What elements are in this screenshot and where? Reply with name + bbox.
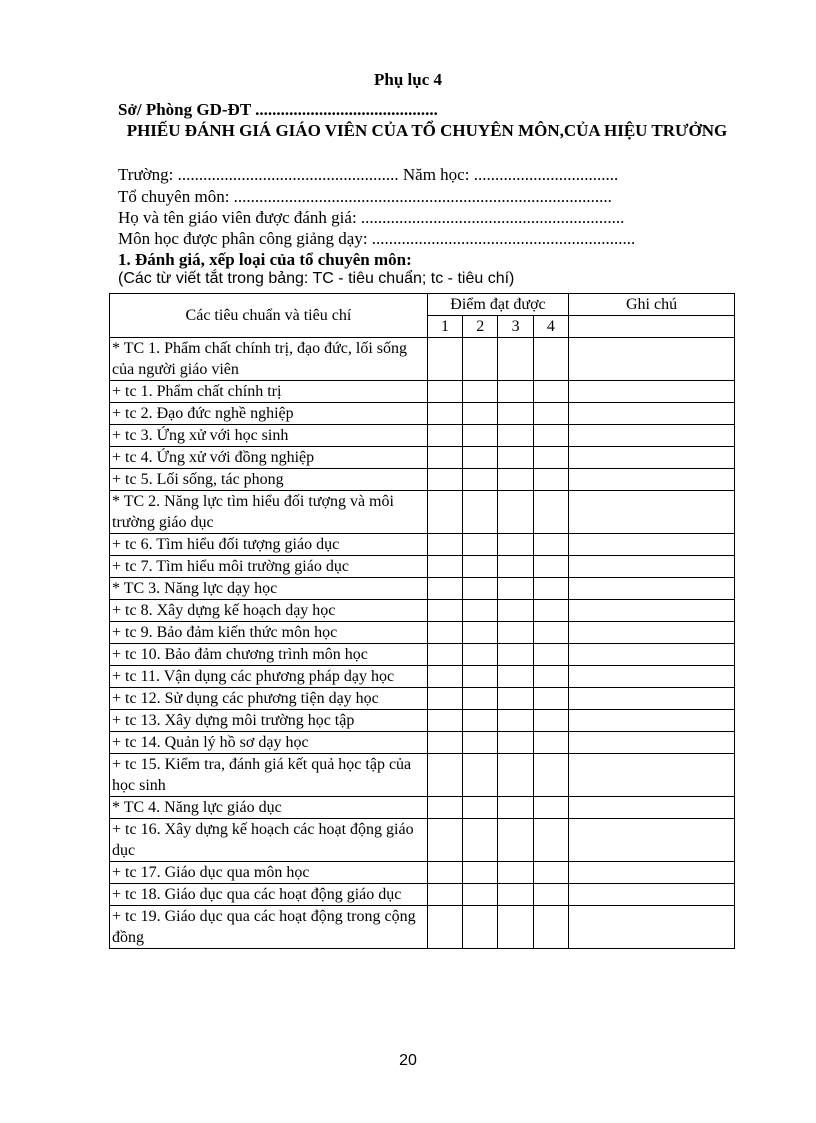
score-cell-3[interactable] [498,797,533,819]
score-cell-4[interactable] [533,491,568,534]
score-cell-1[interactable] [427,688,462,710]
note-cell[interactable] [569,622,735,644]
note-header: Ghi chú [569,294,735,316]
evaluation-table [109,293,735,949]
score-level-4: 4 [533,316,568,338]
score-cell-1[interactable] [427,666,462,688]
note-cell[interactable] [569,862,735,884]
criteria-cell: * TC 1. Phẩm chất chính trị, đạo đức, lối sống của người giáo viên [110,338,428,381]
score-cell-2[interactable] [463,381,498,403]
criteria-cell: * TC 3. Năng lực dạy học [110,578,428,600]
score-level-3: 3 [498,316,533,338]
group-field: Tổ chuyên môn: ......................................................................................... [118,187,612,206]
criteria-cell: + tc 5. Lối sống, tác phong [110,469,428,491]
score-cell-3[interactable] [498,688,533,710]
criteria-cell: + tc 16. Xây dựng kế hoạch các hoạt động giáo dục [110,819,428,862]
score-cell-4[interactable] [533,338,568,381]
score-cell-4[interactable] [533,469,568,491]
score-cell-3[interactable] [498,622,533,644]
criteria-cell: + tc 7. Tìm hiểu môi trường giáo dục [110,556,428,578]
score-cell-1[interactable] [427,644,462,666]
note-cell[interactable] [569,688,735,710]
note-cell[interactable] [569,491,735,534]
score-cell-3[interactable] [498,491,533,534]
score-cell-1[interactable] [427,403,462,425]
score-cell-2[interactable] [463,491,498,534]
note-cell[interactable] [569,381,735,403]
score-cell-2[interactable] [463,403,498,425]
score-cell-2[interactable] [463,797,498,819]
score-cell-3[interactable] [498,534,533,556]
criteria-cell: + tc 1. Phẩm chất chính trị [110,381,428,403]
score-cell-4[interactable] [533,447,568,469]
score-cell-1[interactable] [427,447,462,469]
score-cell-2[interactable] [463,425,498,447]
score-cell-1[interactable] [427,754,462,797]
table-row [110,644,735,666]
score-cell-2[interactable] [463,338,498,381]
table-row [110,447,735,469]
criteria-cell: + tc 17. Giáo dục qua môn học [110,862,428,884]
score-cell-3[interactable] [498,666,533,688]
score-cell-1[interactable] [427,732,462,754]
teacher-name-field: Họ và tên giáo viên được đánh giá: .............................................................. [118,208,625,227]
score-cell-4[interactable] [533,906,568,949]
score-cell-1[interactable] [427,819,462,862]
score-cell-1[interactable] [427,338,462,381]
score-cell-4[interactable] [533,754,568,797]
score-cell-1[interactable] [427,622,462,644]
score-cell-1[interactable] [427,710,462,732]
score-cell-4[interactable] [533,644,568,666]
score-cell-1[interactable] [427,425,462,447]
score-cell-1[interactable] [427,578,462,600]
score-cell-4[interactable] [533,819,568,862]
score-cell-4[interactable] [533,688,568,710]
score-cell-4[interactable] [533,578,568,600]
table-row [110,710,735,732]
criteria-cell: + tc 6. Tìm hiểu đối tượng giáo dục [110,534,428,556]
note-cell[interactable] [569,534,735,556]
subject-field: Môn học được phân công giảng dạy: .............................................................. [118,229,636,248]
table-row [110,491,735,534]
score-cell-3[interactable] [498,578,533,600]
score-cell-2[interactable] [463,447,498,469]
score-cell-3[interactable] [498,381,533,403]
table-row [110,688,735,710]
score-cell-4[interactable] [533,381,568,403]
score-cell-4[interactable] [533,556,568,578]
score-cell-2[interactable] [463,469,498,491]
score-cell-2[interactable] [463,862,498,884]
score-cell-3[interactable] [498,884,533,906]
table-row [110,622,735,644]
score-cell-4[interactable] [533,622,568,644]
score-level-2: 2 [463,316,498,338]
criteria-cell: * TC 2. Năng lực tìm hiểu đối tượng và môi trường giáo dục [110,491,428,534]
table-row [110,425,735,447]
table-row [110,534,735,556]
score-cell-4[interactable] [533,425,568,447]
criteria-cell: * TC 4. Năng lực giáo dục [110,797,428,819]
score-cell-1[interactable] [427,556,462,578]
score-cell-2[interactable] [463,906,498,949]
score-cell-3[interactable] [498,819,533,862]
score-cell-3[interactable] [498,447,533,469]
form-title: PHIẾU ĐÁNH GIÁ GIÁO VIÊN CỦA TỔ CHUYÊN MÔN,CỦA HIỆU TRƯỞNG [126,121,728,140]
criteria-cell: + tc 3. Ứng xử với học sinh [110,425,428,447]
score-cell-2[interactable] [463,600,498,622]
score-cell-2[interactable] [463,578,498,600]
score-cell-4[interactable] [533,666,568,688]
criteria-cell: + tc 12. Sử dụng các phương tiện dạy học [110,688,428,710]
criteria-header: Các tiêu chuẩn và tiêu chí [110,294,428,338]
criteria-cell: + tc 19. Giáo dục qua các hoạt động trong cộng đồng [110,906,428,949]
note-cell[interactable] [569,338,735,381]
note-cell[interactable] [569,644,735,666]
score-cell-4[interactable] [533,862,568,884]
score-cell-3[interactable] [498,644,533,666]
score-cell-4[interactable] [533,403,568,425]
score-cell-4[interactable] [533,710,568,732]
score-cell-4[interactable] [533,534,568,556]
score-cell-1[interactable] [427,534,462,556]
score-cell-2[interactable] [463,819,498,862]
table-row [110,819,735,862]
score-cell-3[interactable] [498,425,533,447]
table-row [110,666,735,688]
score-cell-2[interactable] [463,732,498,754]
criteria-cell: + tc 15. Kiểm tra, đánh giá kết quả học tập của học sinh [110,754,428,797]
criteria-cell: + tc 4. Ứng xử với đồng nghiệp [110,447,428,469]
score-cell-2[interactable] [463,644,498,666]
score-cell-4[interactable] [533,732,568,754]
score-cell-1[interactable] [427,600,462,622]
table-row [110,556,735,578]
score-cell-1[interactable] [427,906,462,949]
note-cell[interactable] [569,403,735,425]
score-cell-2[interactable] [463,666,498,688]
score-cell-3[interactable] [498,710,533,732]
table-row [110,732,735,754]
note-cell[interactable] [569,906,735,949]
score-cell-4[interactable] [533,797,568,819]
table-row [110,600,735,622]
note-cell[interactable] [569,797,735,819]
score-cell-3[interactable] [498,469,533,491]
score-cell-1[interactable] [427,797,462,819]
score-cell-2[interactable] [463,754,498,797]
criteria-cell: + tc 9. Bảo đảm kiến thức môn học [110,622,428,644]
score-cell-2[interactable] [463,622,498,644]
score-cell-2[interactable] [463,534,498,556]
section-heading: 1. Đánh giá, xếp loại của tổ chuyên môn: [118,250,412,269]
score-cell-1[interactable] [427,862,462,884]
score-header: Điểm đạt được [427,294,568,316]
table-row [110,906,735,949]
score-cell-1[interactable] [427,381,462,403]
note-cell[interactable] [569,884,735,906]
table-row [110,862,735,884]
table-row [110,403,735,425]
score-cell-3[interactable] [498,338,533,381]
score-cell-3[interactable] [498,556,533,578]
criteria-cell: + tc 13. Xây dựng môi trường học tập [110,710,428,732]
criteria-cell: + tc 2. Đạo đức nghề nghiệp [110,403,428,425]
table-row [110,338,735,381]
note-cell[interactable] [569,819,735,862]
score-cell-3[interactable] [498,600,533,622]
score-cell-2[interactable] [463,688,498,710]
abbreviation-note: (Các từ viết tắt trong bảng: TC - tiêu chuẩn; tc - tiêu chí) [118,270,515,287]
score-cell-1[interactable] [427,469,462,491]
criteria-cell: + tc 14. Quản lý hồ sơ dạy học [110,732,428,754]
note-cell[interactable] [569,600,735,622]
table-row [110,884,735,906]
note-cell[interactable] [569,447,735,469]
score-cell-3[interactable] [498,754,533,797]
note-cell[interactable] [569,710,735,732]
table-row [110,754,735,797]
criteria-cell: + tc 18. Giáo dục qua các hoạt động giáo dục [110,884,428,906]
table-row [110,381,735,403]
score-level-1: 1 [427,316,462,338]
note-cell[interactable] [569,732,735,754]
score-cell-4[interactable] [533,884,568,906]
note-cell[interactable] [569,556,735,578]
note-cell[interactable] [569,425,735,447]
criteria-cell: + tc 8. Xây dựng kế hoạch dạy học [110,600,428,622]
table-body [110,338,735,949]
criteria-cell: + tc 10. Bảo đảm chương trình môn học [110,644,428,666]
table-row [110,797,735,819]
score-cell-3[interactable] [498,862,533,884]
note-cell[interactable] [569,578,735,600]
appendix-label: Phụ lục 4 [373,70,443,89]
score-cell-2[interactable] [463,710,498,732]
table-row [110,469,735,491]
note-cell[interactable] [569,666,735,688]
note-subheader [569,316,735,338]
page-number: 20 [399,1052,417,1069]
score-cell-2[interactable] [463,556,498,578]
score-cell-1[interactable] [427,884,462,906]
score-cell-4[interactable] [533,600,568,622]
table-row [110,578,735,600]
score-cell-3[interactable] [498,906,533,949]
score-cell-2[interactable] [463,884,498,906]
school-year-field: Trường: .................................................... Năm học: .................................. [118,165,619,184]
note-cell[interactable] [569,754,735,797]
department-line: Sở/ Phòng GD-ĐT ........................................... [118,100,438,119]
score-cell-3[interactable] [498,732,533,754]
criteria-cell: + tc 11. Vận dụng các phương pháp dạy học [110,666,428,688]
score-cell-3[interactable] [498,403,533,425]
score-cell-1[interactable] [427,491,462,534]
note-cell[interactable] [569,469,735,491]
